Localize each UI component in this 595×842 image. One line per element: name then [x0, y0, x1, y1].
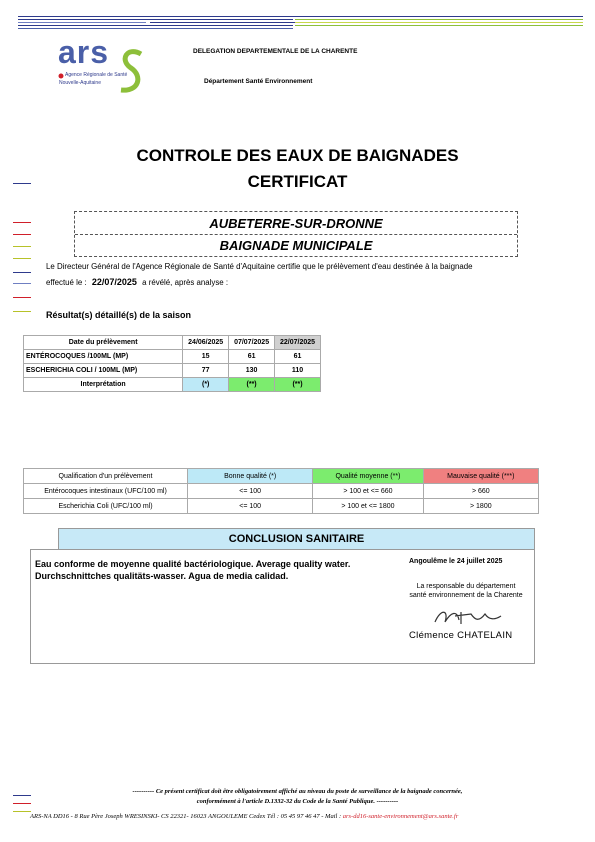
site-name: BAIGNADE MUNICIPALE [219, 238, 373, 253]
logo-subtitle: Agence Régionale de Santé [65, 72, 128, 78]
email-link[interactable]: ars-dd16-sante-environnement@ars.sante.fr [342, 813, 459, 820]
results-heading: Résultat(s) détaillé(s) de la saison [46, 310, 192, 320]
footer-notice: conformément à l'article D.1332-32 du Code de la Santé Publique. ---------- [196, 798, 399, 805]
cell-value: <= 100 [188, 499, 313, 514]
header-stripe [150, 22, 295, 23]
cell-value: > 100 et <= 660 [313, 484, 423, 499]
header-stripe [295, 22, 583, 23]
margin-bar [13, 258, 31, 259]
margin-bar [13, 811, 31, 812]
cell-value: 110 [275, 364, 321, 378]
date-header: 22/07/2025 [275, 336, 321, 350]
signer-role: santé environnement de la Charente [409, 592, 523, 599]
margin-bar [13, 234, 31, 235]
row-label: Escherichia Coli (UFC/100 ml) [24, 499, 188, 514]
margin-bar [13, 272, 31, 273]
quality-good-header: Bonne qualité (*) [188, 469, 313, 484]
page-title: CONTROLE DES EAUX DE BAIGNADES [136, 146, 459, 165]
row-label: Entérocoques intestinaux (UFC/100 ml) [24, 484, 188, 499]
address-text: ARS-NA DD16 - 8 Rue Père Joseph WRESINSKI- CS 22321- 16023 ANGOULEME Cedex Tél : 05 45 97 46 47 - Mail : [30, 813, 342, 820]
margin-bar [13, 222, 31, 223]
signature-icon [431, 604, 511, 630]
table-row [24, 499, 539, 514]
header-stripe [18, 16, 583, 17]
ars-logo [55, 34, 155, 100]
margin-bar [13, 183, 31, 184]
margin-bar [13, 297, 31, 298]
header-stripe [18, 22, 146, 23]
footer-address [30, 813, 458, 820]
table-row [24, 364, 321, 378]
cell-value: 61 [229, 350, 275, 364]
table-row [24, 484, 539, 499]
row-label: ENTÉROCOQUES /100ML (MP) [24, 350, 183, 364]
row-label: Interprétation [24, 378, 183, 392]
interpretation-medium: (**) [275, 378, 321, 392]
signer-name: Clémence CHATELAIN [409, 630, 513, 641]
date-header: 24/06/2025 [183, 336, 229, 350]
header-cell: Date du prélèvement [24, 336, 183, 350]
quality-medium-header: Qualité moyenne (**) [313, 469, 423, 484]
conclusion-heading: CONCLUSION SANITAIRE [228, 533, 365, 545]
header-cell: Qualification d'un prélèvement [24, 469, 188, 484]
interpretation-medium: (**) [229, 378, 275, 392]
conclusion-text: Eau conforme de moyenne qualité bactériologique. Average quality water. Durchschnittches qualitäts-wasser. Agua de media calidad. [35, 559, 351, 581]
table-row [24, 336, 321, 350]
cell-value: > 100 et <= 1800 [313, 499, 423, 514]
cell-value: <= 100 [188, 484, 313, 499]
quality-bad-header: Mauvaise qualité (***) [423, 469, 538, 484]
logo-subtitle: Nouvelle-Aquitaine [59, 80, 101, 86]
cell-value: 15 [183, 350, 229, 364]
site-box [74, 211, 518, 257]
intro-text: Le Directeur Général de l'Agence Régionale de Santé d'Aquitaine certifie que le prélèvement d'eau destinée à la baignade [46, 262, 473, 271]
cell-value: > 660 [423, 484, 538, 499]
cell-value: 61 [275, 350, 321, 364]
department-text: Département Santé Environnement [204, 78, 313, 85]
cell-value: 77 [183, 364, 229, 378]
margin-bar [13, 795, 31, 796]
table-row [24, 469, 539, 484]
delegation-text: DELEGATION DEPARTEMENTALE DE LA CHARENTE [193, 48, 358, 55]
interpretation-good: (*) [183, 378, 229, 392]
header-stripe [18, 19, 293, 20]
signer-role: La responsable du département [416, 583, 516, 590]
logo-bullet-icon [58, 73, 64, 79]
conclusion-box [30, 549, 535, 664]
qualification-table [23, 468, 539, 514]
site-commune: AUBETERRE-SUR-DRONNE [209, 216, 383, 231]
intro-date-line [46, 277, 228, 287]
intro-suffix: a révélé, après analyse : [142, 278, 229, 287]
header-stripe [295, 19, 583, 20]
logo-wordmark: ars [58, 34, 110, 70]
cell-value: 130 [229, 364, 275, 378]
row-label: ESCHERICHIA COLI / 100ML (MP) [24, 364, 183, 378]
intro-prefix: effectué le : [46, 278, 87, 287]
sample-date: 22/07/2025 [91, 277, 137, 287]
header-stripe [295, 25, 583, 26]
date-header: 07/07/2025 [229, 336, 275, 350]
footer-notice: ---------- Ce présent certificat doit être obligatoirement affiché au niveau du poste de surveillance de la baignade concernée, [132, 788, 463, 795]
margin-bar [13, 283, 31, 284]
table-row [24, 378, 321, 392]
results-table [23, 335, 321, 392]
page-subtitle: CERTIFICAT [247, 172, 348, 191]
header-stripe [18, 28, 293, 29]
conclusion-header [58, 528, 535, 550]
header-stripe [18, 25, 293, 26]
site-divider [75, 234, 517, 235]
margin-bar [13, 803, 31, 804]
table-row [24, 350, 321, 364]
margin-bar [13, 246, 31, 247]
margin-bar [13, 311, 31, 312]
place-date: Angoulême le 24 juillet 2025 [409, 558, 503, 565]
cell-value: > 1800 [423, 499, 538, 514]
